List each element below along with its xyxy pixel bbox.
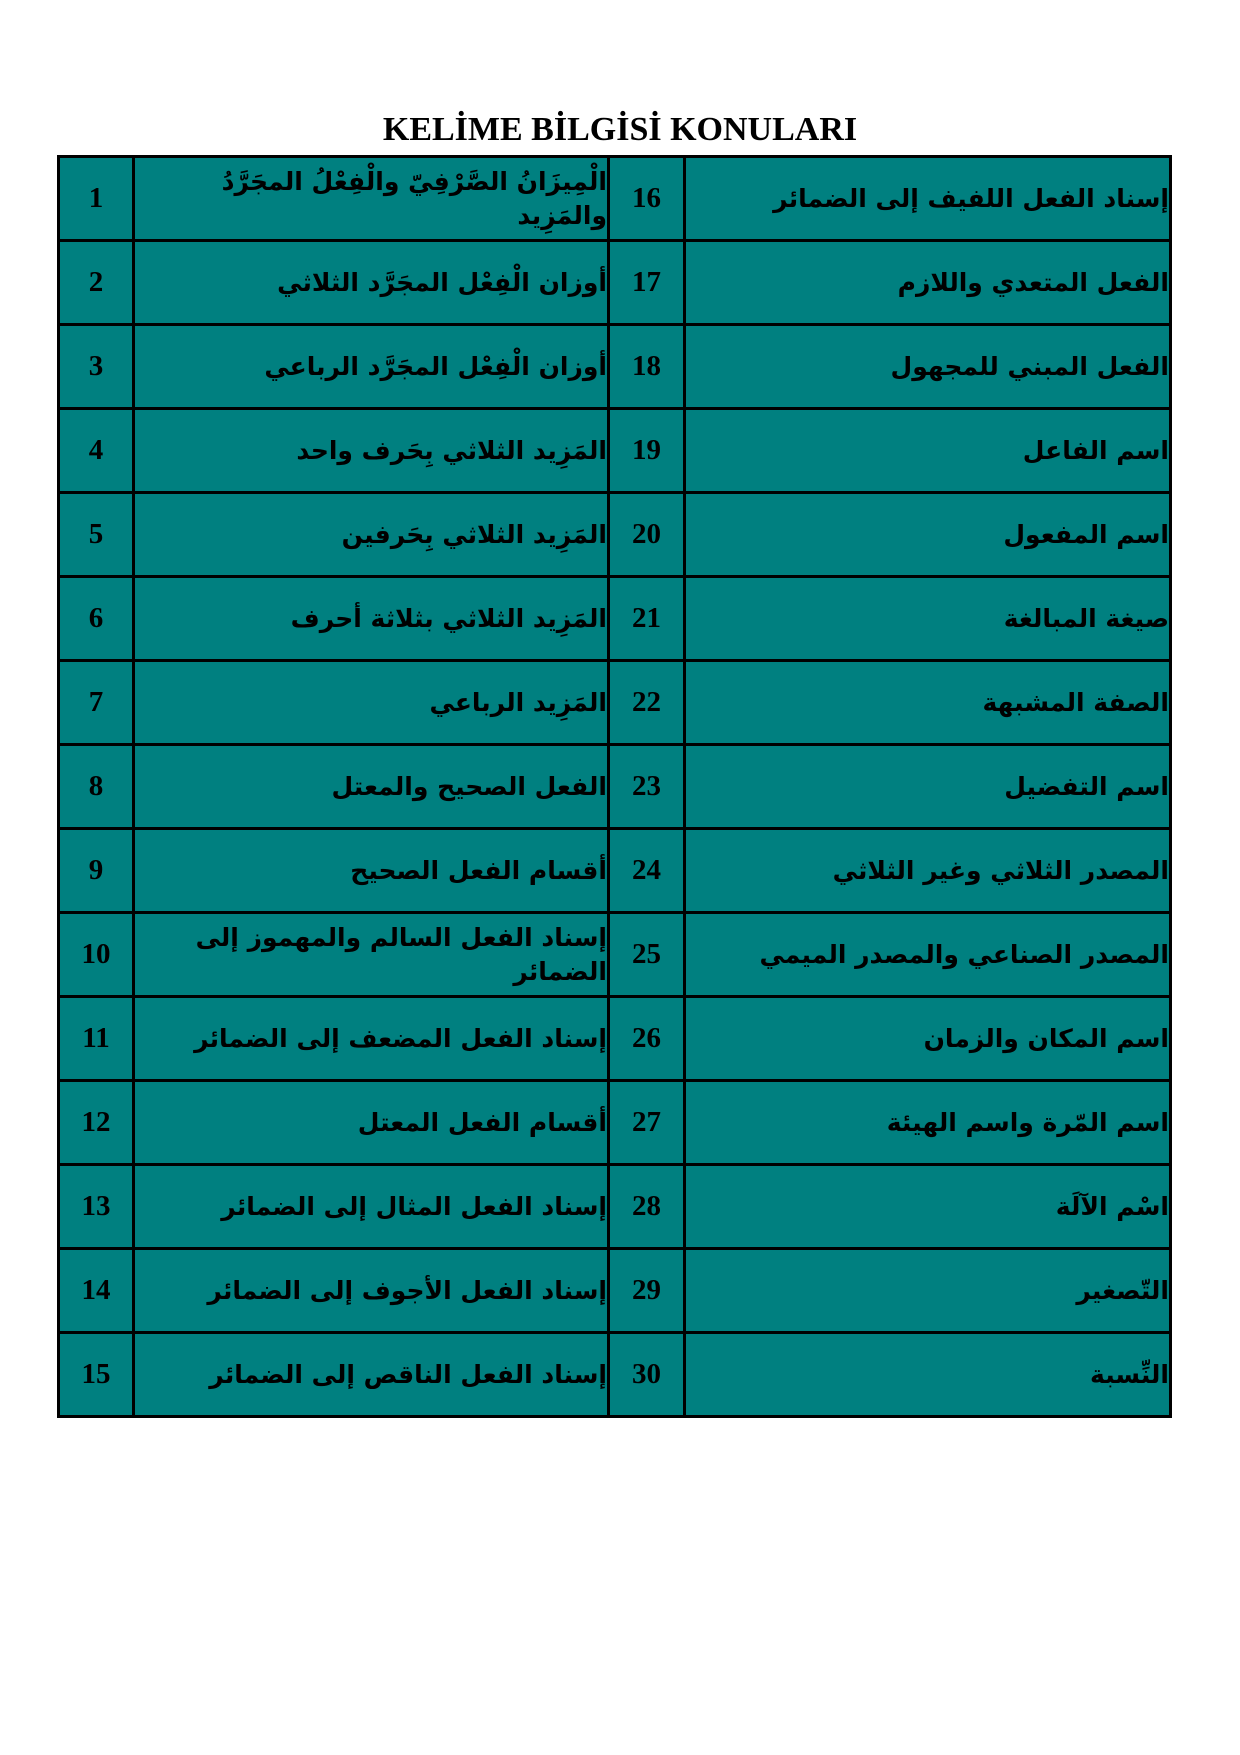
table-row <box>59 913 1171 997</box>
topic-title-left: أوزان الْفِعْل المجَرَّد الثلاثي <box>134 241 609 325</box>
topic-title-left: أوزان الْفِعْل المجَرَّد الرباعي <box>134 325 609 409</box>
topic-number-right: 28 <box>609 1165 685 1249</box>
topic-number-left: 12 <box>59 1081 134 1165</box>
table-row <box>59 997 1171 1081</box>
topic-number-right: 17 <box>609 241 685 325</box>
topic-title-right: المصدر الثلاثي وغير الثلاثي <box>685 829 1171 913</box>
topic-number-left: 10 <box>59 913 134 997</box>
topic-number-right: 23 <box>609 745 685 829</box>
topic-number-left: 15 <box>59 1333 134 1417</box>
topic-number-left: 3 <box>59 325 134 409</box>
topic-number-right: 25 <box>609 913 685 997</box>
topic-number-right: 16 <box>609 157 685 241</box>
topic-number-left: 8 <box>59 745 134 829</box>
topic-title-right: اسم المفعول <box>685 493 1171 577</box>
topic-title-left: المَزِيد الثلاثي بِحَرف واحد <box>134 409 609 493</box>
table-row <box>59 409 1171 493</box>
topic-title-right: المصدر الصناعي والمصدر الميمي <box>685 913 1171 997</box>
table-row <box>59 661 1171 745</box>
topic-title-right: الصفة المشبهة <box>685 661 1171 745</box>
topic-title-right: إسناد الفعل اللفيف إلى الضمائر <box>685 157 1171 241</box>
topic-number-left: 9 <box>59 829 134 913</box>
topic-number-right: 18 <box>609 325 685 409</box>
topic-title-left: أقسام الفعل المعتل <box>134 1081 609 1165</box>
table-row <box>59 1333 1171 1417</box>
topic-number-left: 14 <box>59 1249 134 1333</box>
topic-title-left: المَزِيد الرباعي <box>134 661 609 745</box>
table-row <box>59 325 1171 409</box>
topic-title-left: المَزِيد الثلاثي بثلاثة أحرف <box>134 577 609 661</box>
topic-title-right: الفعل المبني للمجهول <box>685 325 1171 409</box>
topic-title-left: إسناد الفعل الأجوف إلى الضمائر <box>134 1249 609 1333</box>
topic-number-right: 20 <box>609 493 685 577</box>
table-row <box>59 1249 1171 1333</box>
topic-number-left: 13 <box>59 1165 134 1249</box>
topic-title-left: الفعل الصحيح والمعتل <box>134 745 609 829</box>
topic-title-left: إسناد الفعل المثال إلى الضمائر <box>134 1165 609 1249</box>
topic-number-left: 7 <box>59 661 134 745</box>
topics-table <box>57 155 1172 1418</box>
table-row <box>59 157 1171 241</box>
topic-number-right: 24 <box>609 829 685 913</box>
topic-title-left: الْمِيزَانُ الصَّرْفِيّ والْفِعْلُ المجَرَّدُ والمَزِيد <box>134 157 609 241</box>
topic-title-left: إسناد الفعل الناقص إلى الضمائر <box>134 1333 609 1417</box>
topic-title-right: النِّسبة <box>685 1333 1171 1417</box>
topic-number-right: 21 <box>609 577 685 661</box>
table-row <box>59 1081 1171 1165</box>
topic-title-right: اسم المّرة واسم الهيئة <box>685 1081 1171 1165</box>
topic-number-left: 1 <box>59 157 134 241</box>
page-title: KELİME BİLGİSİ KONULARI <box>382 111 858 148</box>
topic-title-left: إسناد الفعل السالم والمهموز إلى الضمائر <box>134 913 609 997</box>
topic-title-right: صيغة المبالغة <box>685 577 1171 661</box>
topic-number-right: 30 <box>609 1333 685 1417</box>
table-row <box>59 577 1171 661</box>
table-row <box>59 745 1171 829</box>
topic-number-right: 19 <box>609 409 685 493</box>
topic-number-left: 4 <box>59 409 134 493</box>
topic-number-right: 26 <box>609 997 685 1081</box>
table-row <box>59 493 1171 577</box>
topic-number-left: 5 <box>59 493 134 577</box>
topic-title-right: التّصغير <box>685 1249 1171 1333</box>
topic-title-right: اسم التفضيل <box>685 745 1171 829</box>
table-row <box>59 241 1171 325</box>
topic-number-right: 27 <box>609 1081 685 1165</box>
table-row <box>59 829 1171 913</box>
topic-title-right: اسم الفاعل <box>685 409 1171 493</box>
topic-title-left: إسناد الفعل المضعف إلى الضمائر <box>134 997 609 1081</box>
topic-number-right: 22 <box>609 661 685 745</box>
topics-table-body <box>59 157 1171 1417</box>
topic-title-right: الفعل المتعدي واللازم <box>685 241 1171 325</box>
topic-number-left: 6 <box>59 577 134 661</box>
topic-number-left: 2 <box>59 241 134 325</box>
topic-number-left: 11 <box>59 997 134 1081</box>
topic-title-right: اسم المكان والزمان <box>685 997 1171 1081</box>
table-row <box>59 1165 1171 1249</box>
topic-title-left: المَزِيد الثلاثي بِحَرفين <box>134 493 609 577</box>
topic-title-left: أقسام الفعل الصحيح <box>134 829 609 913</box>
topic-number-right: 29 <box>609 1249 685 1333</box>
topic-title-right: اسْم الآلَة <box>685 1165 1171 1249</box>
